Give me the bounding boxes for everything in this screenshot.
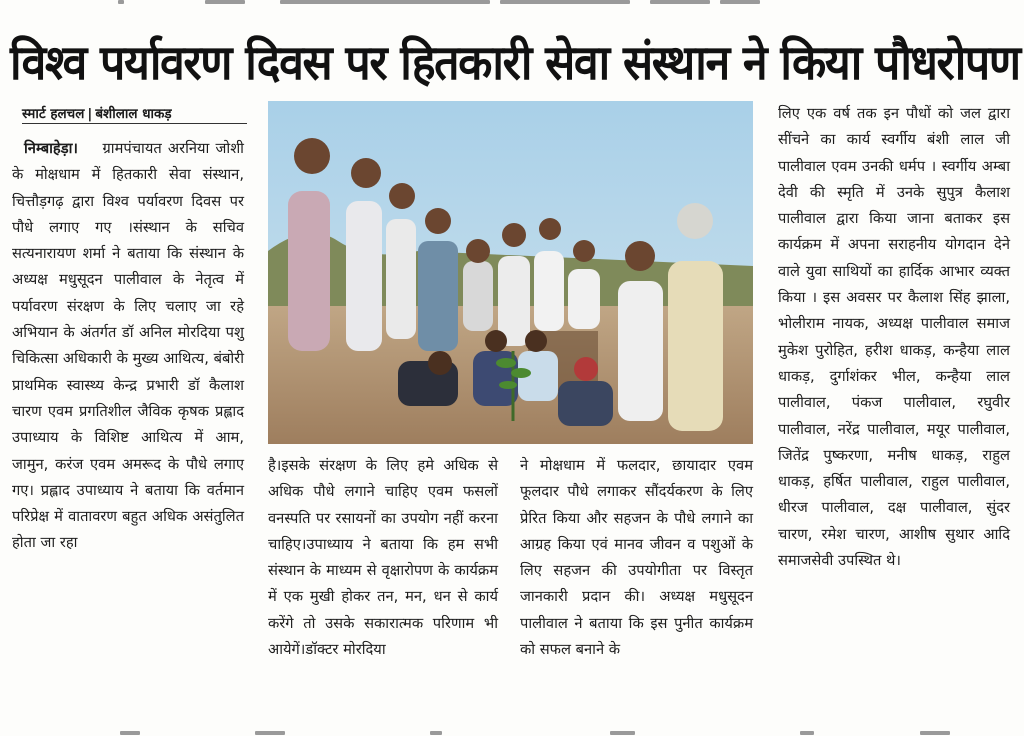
byline-section: स्मार्ट हलचल xyxy=(22,106,85,122)
column-1-text: ग्रामपंचायत अरनिया जोशी के मोक्षधाम में हितकारी सेवा संस्थान, चित्तौड़गढ़ द्वारा विश्व पर्यावरण दिवस पर पौधे लगाए गए ।संस्थान के सचिव सत्यनारायण शर्मा ने बताया कि संस्थान के अध्यक्ष मधुसूदन पालीवाल के नेतृत्व में पर्यावरण संरक्षण के लिए चलाए जा रहे अभियान के अंतर्गत डॉ अनिल मोरदिया पशु चिकित्सा अधिकारी के मुख्य आथित्य, बंबोरी प्राथमिक स्वास्थ्य केन्द्र प्रभारी डॉ कैलाश चारण एवम प्रगतिशील जैविक कृषक प्रह्लाद उपाध्याय के विशिष्ट आथित्य में आम, जामुन, करंज एवम अमरूद के पौधे लगाए गए। प्रह्लाद उपाध्याय ने बताया कि वर्तमान परिप्रेक्ष में वातावरण बहुत अधिक असंतुलित होता जा रहा xyxy=(12,140,244,552)
byline-separator: | xyxy=(87,106,93,122)
article-dateline: निम्बाहेड़ा। xyxy=(24,140,78,157)
article-headline: विश्व पर्यावरण दिवस पर हितकारी सेवा संस्थान ने किया पौधरोपण xyxy=(10,35,1020,91)
article-photo-tree-planting xyxy=(268,101,753,444)
photo-illustration xyxy=(268,101,753,444)
article-column-3 xyxy=(520,453,753,663)
column-4-text: लिए एक वर्ष तक इन पौधों को जल द्वारा सींचने का कार्य स्वर्गीय बंशी लाल जी पालीवाल एवम उनकी धर्मप । स्वर्गीय अम्बा देवी की स्मृति में उनके सुपुत्र कैलाश पालीवाल द्वारा किया जाना बताकर इस कार्यक्रम में अपना सराहनीय योगदान देने वाले युवा साथियों का हार्दिक आभार व्यक्त किया । इस अवसर पर कैलाश सिंह झाला, भोलीराम नायक, अध्यक्ष पालीवाल समाज मुकेश पुरोहित, हरीश धाकड़, कन्हैया लाल धाकड़, दुर्गाशंकर भील, कन्हैया लाल पालीवाल, पंकज पालीवाल, रघुवीर पालीवाल, नरेंद्र पालीवाल, मयूर पालीवाल, जितेंद्र पुष्करणा, मनीष धाकड़, राहुल धाकड़, हर्षित पालीवाल, राहुल पालीवाल, धीरज पालीवाल, दक्ष पालीवाल, सुंदर चारण, रमेश चारण, आशीष सुथार आदि समाजसेवी उपस्थित थे। xyxy=(778,105,1010,570)
column-3-text: ने मोक्षधाम में फलदार, छायादार एवम फूलदार पौधे लगाकर सौंदर्यकरण के लिए प्रेरित किया और सहजन के पौधे लगाने का आग्रह किया एवं मानव जीवन व पशुओं के लिए सहजन की उपयोगीता पर विस्तृत जानकारी प्रदान की। अध्यक्ष मधुसूदन पालीवाल ने बताया कि इस पुनीत कार्यक्रम को सफल बनाने के xyxy=(520,457,753,659)
article-column-4 xyxy=(778,101,1010,574)
byline-author: बंशीलाल धाकड़ xyxy=(95,106,172,122)
clipped-next-article-strip xyxy=(0,729,1024,736)
article-column-2 xyxy=(268,453,498,663)
article-column-1 xyxy=(12,136,244,557)
clipped-previous-article-strip xyxy=(0,0,1024,10)
article-byline xyxy=(22,104,247,124)
column-2-text: है।इसके संरक्षण के लिए हमे अधिक से अधिक पौधे लगाने चाहिए एवम फसलों वनस्पति पर रसायनों का उपयोग नहीं करना चाहिए।उपाध्याय ने बताया कि हम सभी संस्थान के माध्यम से वृक्षारोपण के कार्यक्रम में एक मुखी होकर तन, मन, धन से कार्य करेंगे तो उसके सकारात्मक परिणाम भी आयेगें।डॉक्टर मोरदिया xyxy=(268,457,498,659)
